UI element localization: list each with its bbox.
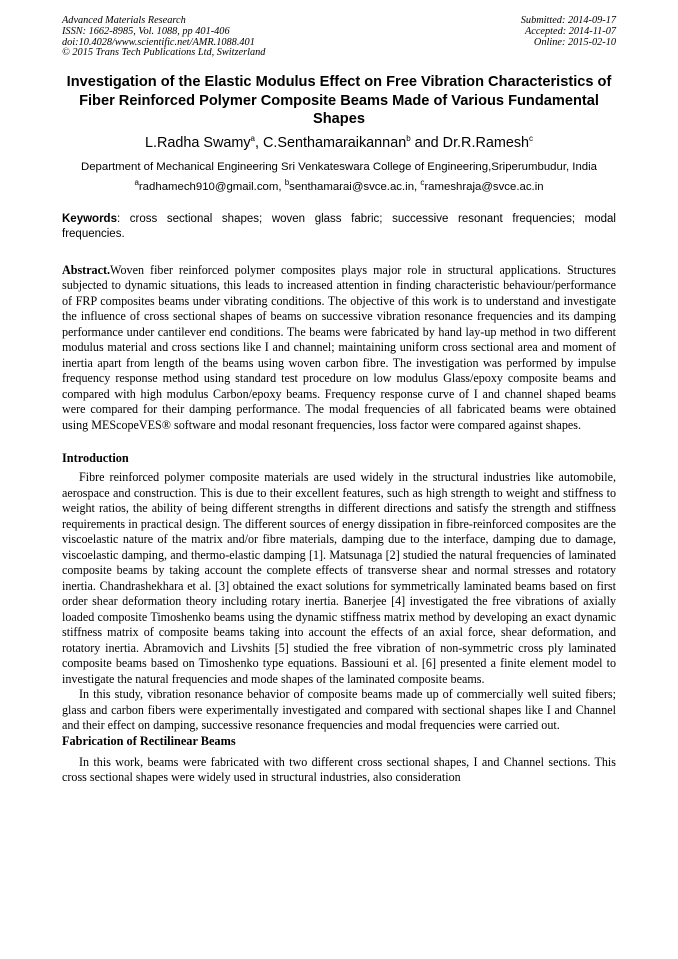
author-emails bbox=[62, 177, 616, 195]
email-affil-mark: a bbox=[134, 177, 139, 187]
journal-name: Advanced Materials Research bbox=[62, 15, 186, 26]
email-address: radhamech910@gmail.com, bbox=[138, 180, 285, 193]
keywords-text: : cross sectional shapes; woven glass fabric; successive resonant frequencies; modal frequencies. bbox=[62, 212, 616, 241]
introduction-paragraph: Fibre reinforced polymer composite materials are used widely in the structural industries like automobile, aerospace and construction. This is due to their excellent features, such as high strength to weight and stiffness to weight ratios, the ability of being different strengths in different directions and satisfy the strength and stiffness requirements in practical design. The different sources of energy dissipation in fibre-reinforced composites are the viscoelastic nature of the matrix and/or fibre materials, damping due to the interface, damping due to damage, viscoelastic damping, and thermo-elastic damping [1]. Matsunaga [2] studied the natural frequencies of laminated composite beams by taking account the complete effects of transverse shear and normal stresses and rotatory inertia. Chandrashekhara et al. [3] obtained the exact solutions for symmetrically laminated beams based on first order shear deformation theory including rotary inertia. Banerjee [4] investigated the free vibrations of axially loaded composite Timoshenko beams using the dynamic stiffness matrix method by developing an exact dynamic stiffness matrix of composite beams taking into account the effects of an axial force, shear deformation, and rotatory inertia. Abramovich and Livshits [5] studied the free vibration of non-symmetric cross ply laminated composite beams based on Timoshenko type equations. Bassiouni et al. [6] presented a finite element model to investigate the natural frequencies and mode shapes of the laminated composite beams. bbox=[62, 470, 616, 686]
email-affil-mark: b bbox=[284, 177, 290, 187]
abstract bbox=[62, 263, 616, 434]
email-address: senthamarai@svce.ac.in, bbox=[289, 180, 421, 193]
author-affil-mark: b bbox=[406, 133, 411, 143]
abstract-text: Woven fiber reinforced polymer composites plays major role in structural applications. Structures subjected to dynamic situations, this leads to increased attention in finding characteristic behaviour/performance of FRP composites beams under vibrating conditions. The objective of this work is to understand and investigate the influence of cross sectional shapes of beams on successive vibration resonance frequencies and its damping performance under cantilever end conditions. The beams were fabricated by hand lay-up method in two different modulus material and cross sections like I and channel; maintaining uniform cross sectional area and moment of inertia apart from length of the beams using woven carbon fibre. The investigation was performed by impulse frequency response method using standard test procedure on low modulus Glass/epoxy composite beams and compared with high modulus Carbon/epoxy beams. Frequency response curve of I and channel shaped beams were compared for their damping performance. The modal frequencies of all fabricated beams were obtained using MEScopeVES® software and modal resonant frequencies, loss factor were compared against shapes. bbox=[62, 262, 616, 432]
author-name: L.Radha Swamy bbox=[144, 134, 251, 151]
author-name: C.Senthamaraikannan bbox=[263, 134, 407, 151]
author-separator: , bbox=[255, 134, 263, 151]
keywords bbox=[62, 212, 616, 243]
date-online: Online: 2015-02-10 bbox=[533, 36, 616, 48]
journal-issn: ISSN: 1662-8985, Vol. 1088, pp 401-406 bbox=[62, 25, 230, 37]
email-address: rameshraja@svce.ac.in bbox=[424, 180, 544, 193]
affiliation: Department of Mechanical Engineering Sri Venkateswara College of Engineering,Sriperumbudur, India bbox=[80, 160, 598, 173]
journal-copyright: © 2015 Trans Tech Publications Ltd, Switzerland bbox=[62, 47, 266, 59]
section-heading-introduction: Introduction bbox=[62, 451, 129, 466]
section-heading-fabrication: Fabrication of Rectilinear Beams bbox=[62, 733, 236, 748]
paper-title: Investigation of the Elastic Modulus Effect on Free Vibration Characteristics of Fiber Reinforced Polymer Composite Beams Made of Various Fundamental Shapes bbox=[66, 74, 612, 128]
journal-doi: doi:10.4028/www.scientific.net/AMR.1088.401 bbox=[62, 36, 255, 48]
fabrication-paragraph: In this work, beams were fabricated with two different cross sectional shapes, I and Channel sections. This cross sectional shapes were widely used in structural industries, also consideration bbox=[62, 754, 616, 785]
author-list bbox=[62, 134, 616, 152]
author-separator: and bbox=[410, 134, 443, 151]
email-affil-mark: c bbox=[420, 177, 425, 187]
author-name: Dr.R.Ramesh bbox=[442, 134, 530, 151]
journal-header bbox=[62, 16, 616, 59]
introduction-paragraph: In this study, vibration resonance behavior of composite beams made up of commercially well suited fibers; glass and carbon fibers were experimentally investigated and compared with sectional shapes like I and Channel and their effect on damping, successive resonance frequencies and modal frequencies were carried out. bbox=[62, 687, 616, 733]
date-submitted: Submitted: 2014-09-17 bbox=[520, 15, 616, 26]
author-affil-mark: a bbox=[250, 133, 255, 143]
submission-dates bbox=[521, 16, 616, 59]
date-accepted: Accepted: 2014-11-07 bbox=[524, 25, 616, 37]
abstract-label: Abstract. bbox=[62, 262, 111, 277]
journal-info bbox=[62, 16, 265, 59]
author-affil-mark: c bbox=[529, 133, 534, 143]
keywords-label: Keywords bbox=[62, 212, 117, 225]
